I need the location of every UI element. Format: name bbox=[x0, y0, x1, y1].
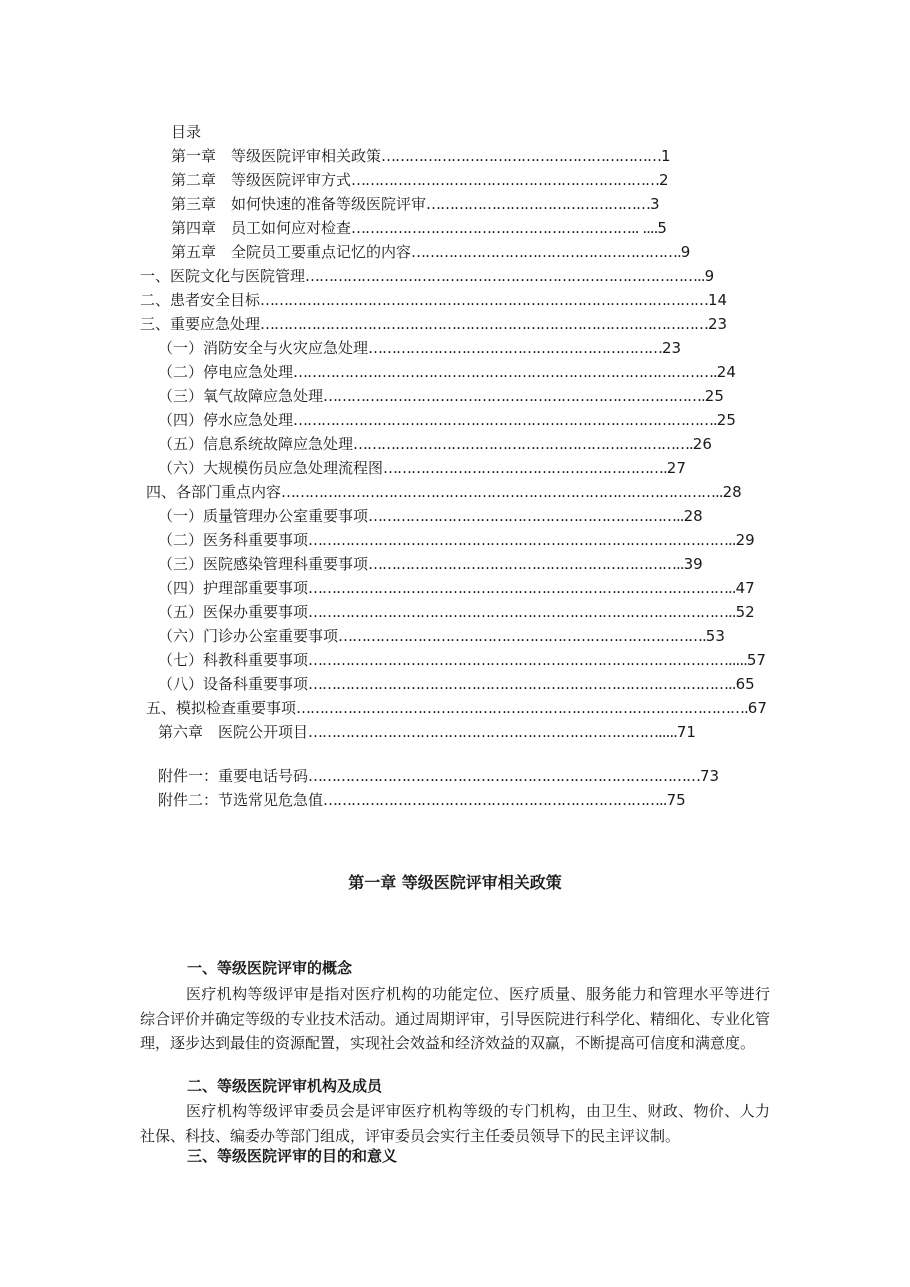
toc-entry-label: （三）氧气故障应急处理 bbox=[158, 387, 324, 405]
toc-entry-leader: ………………………………………………………………………….. bbox=[305, 267, 705, 285]
toc-entry-page-number: 5 bbox=[657, 219, 667, 237]
toc-entry-label: （四）护理部重要事项 bbox=[158, 579, 309, 597]
toc-entry[interactable] bbox=[158, 530, 755, 550]
toc-entry[interactable] bbox=[158, 458, 686, 478]
toc-entry-page-number: 23 bbox=[708, 315, 728, 333]
toc-entry-leader: ……………………………………………………………………………….. bbox=[308, 675, 736, 693]
toc-entry-label: （二）医务科重要事项 bbox=[158, 531, 309, 549]
section-heading-organization: 二、等级医院评审机构及成员 bbox=[187, 1077, 383, 1095]
toc-entry-label: 五、模拟检查重要事项 bbox=[146, 699, 297, 717]
toc-entry-leader: ………………………………………………………………………………. bbox=[293, 411, 717, 429]
toc-entry-page-number: 25 bbox=[704, 387, 724, 405]
chapter-heading: 第一章 等级医院评审相关政策 bbox=[348, 873, 562, 892]
toc-entry-label: （六）大规模伤员应急处理流程图 bbox=[158, 459, 384, 477]
section-body-concept: 医疗机构等级评审是指对医疗机构的功能定位、医疗质量、服务能力和管理水平等进行综合评价并确定等级的专业技术活动。通过周期评审，引导医院进行科学化、精细化、专业化管理，逐步达到最佳的资源配置，实现社会效益和经济效益的双赢，不断提高可信度和满意度。 bbox=[140, 985, 771, 1052]
toc-entry-leader: ………………………………………………………………………… bbox=[308, 767, 701, 785]
toc-entry[interactable] bbox=[158, 790, 686, 810]
toc-entry[interactable] bbox=[171, 170, 669, 190]
toc-entry-leader: ……………………………………………………………………………….. bbox=[308, 531, 736, 549]
toc-entry-page-number: 29 bbox=[735, 531, 755, 549]
toc-entry-page-number: 67 bbox=[747, 699, 767, 717]
toc-entry-page-number: 3 bbox=[650, 195, 660, 213]
toc-entry[interactable] bbox=[158, 650, 766, 670]
toc-entry-page-number: 23 bbox=[662, 339, 682, 357]
toc-entry[interactable] bbox=[158, 722, 696, 742]
toc-entry[interactable] bbox=[140, 314, 727, 334]
toc-entry[interactable] bbox=[146, 698, 767, 718]
toc-entry-label: （七）科教科重要事项 bbox=[158, 651, 309, 669]
toc-entry-leader: ………………………………………………………… bbox=[351, 171, 660, 189]
toc-entry-leader: ………………………………………… bbox=[426, 195, 651, 213]
toc-entry-page-number: 27 bbox=[666, 459, 686, 477]
toc-entry[interactable] bbox=[171, 242, 690, 262]
toc-entry[interactable] bbox=[158, 338, 681, 358]
toc-entry-leader: …………………………………………………………………………………… bbox=[260, 315, 709, 333]
toc-entry-leader: ……………………………………………………………………………….. bbox=[308, 579, 736, 597]
toc-entry-leader: …………………………………………………………………………………… bbox=[260, 291, 709, 309]
toc-entry-leader: ………………………………………………………………………. bbox=[323, 387, 705, 405]
toc-entry[interactable] bbox=[171, 194, 660, 214]
toc-entry-leader: ………………………………………………………………………………. bbox=[293, 363, 717, 381]
toc-entry-page-number: 47 bbox=[735, 579, 755, 597]
toc-entry[interactable] bbox=[171, 146, 671, 166]
toc-entry-leader: ………………………………………………………………. bbox=[353, 435, 693, 453]
toc-entry-page-number: 14 bbox=[708, 291, 728, 309]
toc-entry-label: 二、患者安全目标 bbox=[140, 291, 261, 309]
toc-entry-label: 第二章 等级医院评审方式 bbox=[171, 171, 352, 189]
toc-entry-leader: ……………………………………………………………….. bbox=[323, 791, 667, 809]
toc-entry-page-number: 9 bbox=[704, 267, 715, 285]
toc-entry-label: 第六章 医院公开项目 bbox=[158, 723, 309, 741]
toc-entry[interactable] bbox=[158, 506, 703, 526]
toc-title: 目录 bbox=[171, 123, 202, 141]
toc-entry-label: （一）消防安全与火灾应急处理 bbox=[158, 339, 369, 357]
toc-entry-leader: ………………………………………………………………………………….. bbox=[281, 483, 723, 501]
toc-entry-label: （六）门诊办公室重要事项 bbox=[158, 627, 339, 645]
toc-entry-leader: ……………………………………………………. bbox=[383, 459, 667, 477]
toc-entry-page-number: 75 bbox=[666, 791, 686, 809]
toc-entry-label: （二）停电应急处理 bbox=[158, 363, 294, 381]
toc-entry-leader: …………………………………………………… bbox=[381, 147, 662, 165]
toc-entry[interactable] bbox=[158, 766, 719, 786]
toc-entry[interactable] bbox=[158, 410, 736, 430]
toc-entry-page-number: 28 bbox=[722, 483, 742, 501]
toc-entry[interactable] bbox=[146, 482, 742, 502]
toc-entry[interactable] bbox=[158, 626, 725, 646]
toc-entry-leader: ………………………………………………………….. bbox=[368, 555, 684, 573]
toc-entry[interactable] bbox=[158, 434, 712, 454]
toc-entry-label: 第五章 全院员工要重点记忆的内容 bbox=[171, 243, 412, 261]
section-heading-concept: 一、等级医院评审的概念 bbox=[187, 959, 353, 977]
toc-entry[interactable] bbox=[158, 674, 755, 694]
toc-entry-label: （五）医保办重要事项 bbox=[158, 603, 309, 621]
toc-entry-label: 第三章 如何快速的准备等级医院评审 bbox=[171, 195, 427, 213]
toc-entry-leader: ……………………………………………………………………………………. bbox=[296, 699, 748, 717]
toc-entry-leader: ………………………………………………………………………………..... bbox=[308, 651, 747, 669]
section-heading-purpose: 三、等级医院评审的目的和意义 bbox=[187, 1147, 398, 1165]
toc-entry-label: 第四章 员工如何应对检查 bbox=[171, 219, 352, 237]
toc-entry-page-number: 57 bbox=[746, 651, 766, 669]
toc-entry[interactable] bbox=[158, 602, 755, 622]
toc-entry-page-number: 65 bbox=[735, 675, 755, 693]
toc-entry-label: 一、医院文化与医院管理 bbox=[140, 267, 306, 285]
toc-entry-label: 第一章 等级医院评审相关政策 bbox=[171, 147, 382, 165]
toc-entry-label: （一）质量管理办公室重要事项 bbox=[158, 507, 369, 525]
toc-entry-page-number: 1 bbox=[661, 147, 671, 165]
toc-entry[interactable] bbox=[158, 362, 736, 382]
toc-entry-label: （三）医院感染管理科重要事项 bbox=[158, 555, 369, 573]
toc-entry-page-number: 71 bbox=[676, 723, 696, 741]
toc-entry-label: 三、重要应急处理 bbox=[140, 315, 261, 333]
toc-entry[interactable] bbox=[158, 578, 755, 598]
toc-entry-leader: ……………………………………………………… bbox=[368, 339, 663, 357]
toc-entry-page-number: 25 bbox=[716, 411, 736, 429]
toc-entry-page-number: 2 bbox=[659, 171, 669, 189]
toc-entry-page-number: 53 bbox=[705, 627, 725, 645]
toc-entry[interactable] bbox=[158, 386, 724, 406]
toc-entry-leader: ……………………………………………………………………………….. bbox=[308, 603, 736, 621]
toc-entry-leader: ……………………………………………………………………. bbox=[338, 627, 706, 645]
toc-entry[interactable] bbox=[158, 554, 703, 574]
toc-entry-label: 附件二：节选常见危急值 bbox=[158, 791, 324, 809]
toc-entry-page-number: 26 bbox=[692, 435, 712, 453]
section-body-organization: 医疗机构等级评审委员会是评审医疗机构等级的专门机构，由卫生、财政、物价、人力社保、科技、编委办等部门组成，评审委员会实行主任委员领导下的民主评议制。 bbox=[140, 1102, 770, 1145]
toc-entry-page-number: 24 bbox=[716, 363, 736, 381]
toc-entry-leader: …………………………………………………….. .... bbox=[351, 219, 658, 237]
toc-entry-label: （四）停水应急处理 bbox=[158, 411, 294, 429]
toc-entry-label: （五）信息系统故障应急处理 bbox=[158, 435, 354, 453]
toc-entry-page-number: 39 bbox=[683, 555, 703, 573]
toc-entry[interactable] bbox=[171, 218, 667, 238]
toc-entry-leader: …………………………………………………………………..... bbox=[308, 723, 677, 741]
toc-entry-page-number: 52 bbox=[735, 603, 755, 621]
toc-entry-leader: ………………………………………………………….. bbox=[368, 507, 684, 525]
toc-entry-label: 附件一：重要电话号码 bbox=[158, 767, 309, 785]
toc-entry-page-number: 9 bbox=[680, 243, 691, 261]
toc-entry-label: 四、各部门重点内容 bbox=[146, 483, 282, 501]
toc-entry[interactable] bbox=[140, 290, 727, 310]
toc-entry-page-number: 28 bbox=[683, 507, 703, 525]
toc-entry[interactable] bbox=[140, 266, 714, 286]
toc-entry-leader: …………………………………………………. bbox=[411, 243, 681, 261]
toc-entry-label: （八）设备科重要事项 bbox=[158, 675, 309, 693]
toc-entry-page-number: 73 bbox=[700, 767, 720, 785]
